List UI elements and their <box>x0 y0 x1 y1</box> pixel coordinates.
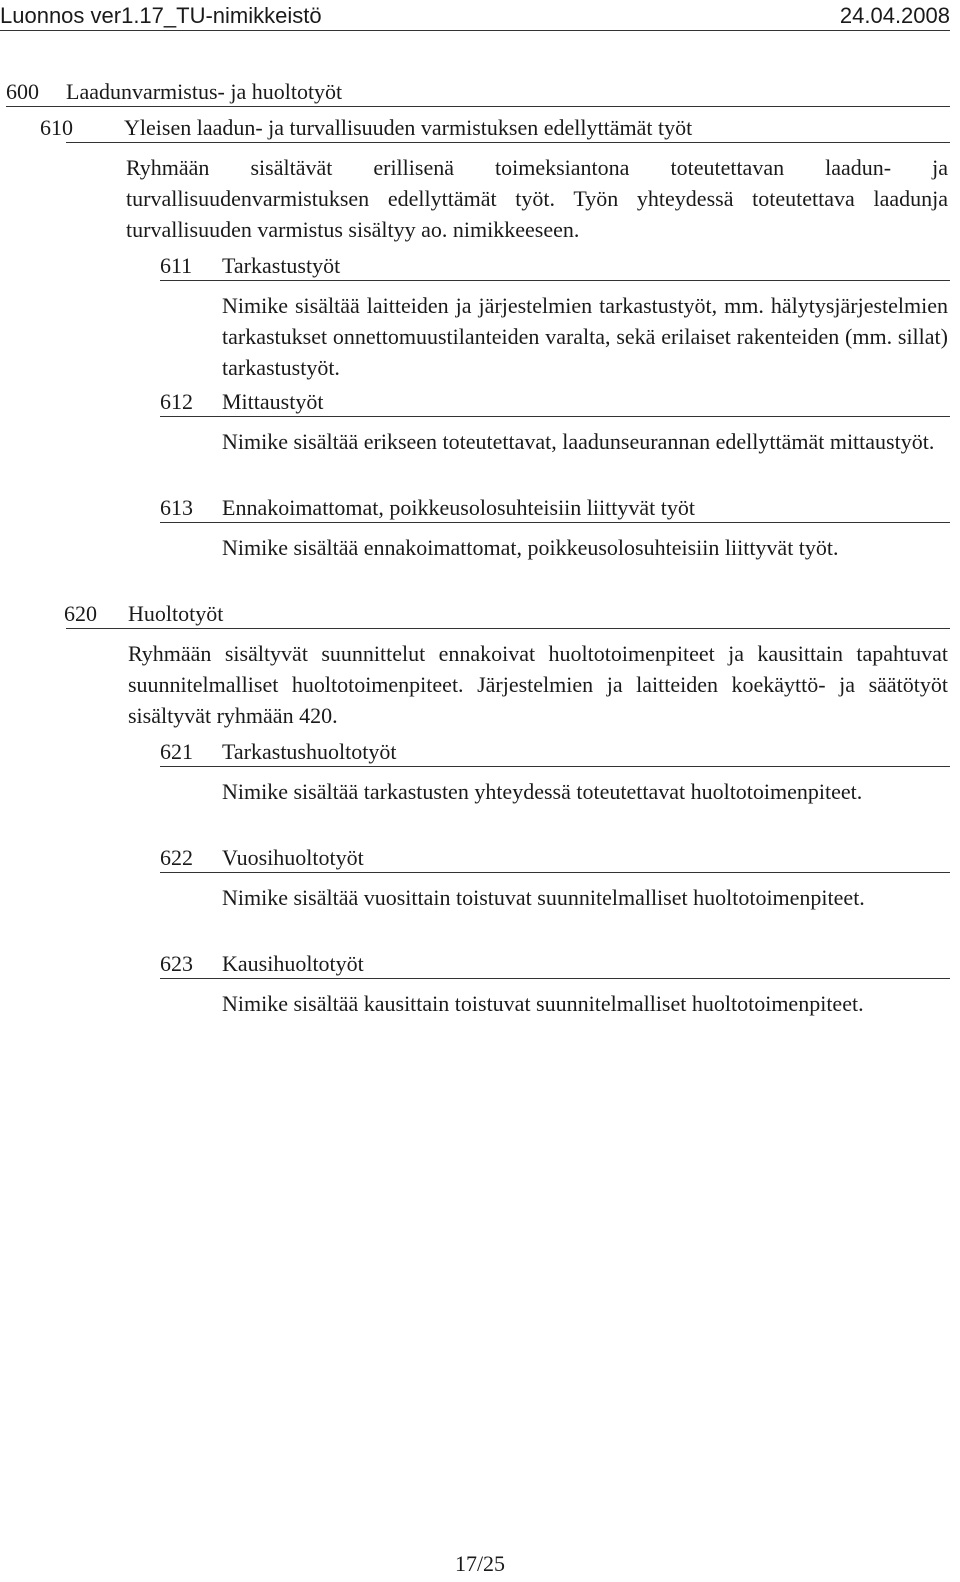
heading-622 <box>160 844 950 873</box>
section-623-description: Nimike sisältää kausittain toistuvat suunnitelmalliset huoltotoimenpiteet. <box>222 991 864 1016</box>
section-621-description: Nimike sisältää tarkastusten yhteydessä toteutettavat huoltotoimenpiteet. <box>222 779 863 804</box>
page-header <box>0 2 950 31</box>
section-610-description: Ryhmään sisältävät erillisenä toimeksiantona toteutettavan laadun- ja turvallisuudenvarmistuksen edellyttämät työt. Työn yhteydessä toteutettava laadunja turvallisuuden varmistus sisältyy ao. nimikkeeseen. <box>126 155 948 242</box>
heading-number: 611 <box>160 253 193 278</box>
heading-title: Vuosihuoltotyöt <box>222 845 364 870</box>
heading-number: 621 <box>160 739 193 764</box>
heading-number: 620 <box>64 601 97 626</box>
heading-613 <box>160 494 950 523</box>
heading-number: 622 <box>160 845 193 870</box>
heading-611 <box>160 252 950 281</box>
heading-621 <box>160 738 950 767</box>
heading-title: Laadunvarmistus- ja huoltotyöt <box>66 79 343 104</box>
page-number: 17/25 <box>454 1551 506 1576</box>
section-611-description: Nimike sisältää laitteiden ja järjestelmien tarkastustyöt, mm. hälytysjärjestelmien tarkastukset onnettomuustilanteiden varalta, sekä erilaiset rakenteiden (mm. sillat) tarkastustyöt. <box>222 293 948 380</box>
section-620-description: Ryhmään sisältyvät suunnittelut ennakoivat huoltotoimenpiteet ja kausittain tapahtuvat suunnitelmalliset huoltotoimenpiteet. Järjestelmien ja laitteiden koekäyttö- ja säätötyöt sisältyvät ryhmään 420. <box>128 641 948 728</box>
heading-620 <box>66 600 950 629</box>
heading-number: 613 <box>160 495 193 520</box>
heading-title: Tarkastustyöt <box>222 253 341 278</box>
section-612-description: Nimike sisältää erikseen toteutettavat, laadunseurannan edellyttämät mittaustyöt. <box>222 429 935 454</box>
section-622-description: Nimike sisältää vuosittain toistuvat suunnitelmalliset huoltotoimenpiteet. <box>222 885 865 910</box>
heading-title: Mittaustyöt <box>222 389 324 414</box>
heading-number: 610 <box>40 115 73 140</box>
heading-title: Yleisen laadun- ja turvallisuuden varmistuksen edellyttämät työt <box>124 115 693 140</box>
heading-610 <box>40 114 950 143</box>
document-date: 24.04.2008 <box>839 3 950 28</box>
section-613-description: Nimike sisältää ennakoimattomat, poikkeusolosuhteisiin liittyvät työt. <box>222 535 839 560</box>
heading-title: Kausihuoltotyöt <box>222 951 364 976</box>
heading-number: 623 <box>160 951 193 976</box>
heading-title: Tarkastushuoltotyöt <box>222 739 397 764</box>
document-title: Luonnos ver1.17_TU-nimikkeistö <box>0 3 322 28</box>
heading-number: 612 <box>160 389 193 414</box>
heading-600 <box>6 78 950 107</box>
heading-title: Huoltotyöt <box>128 601 224 626</box>
heading-number: 600 <box>6 79 39 104</box>
heading-623 <box>160 950 950 979</box>
heading-title: Ennakoimattomat, poikkeusolosuhteisiin liittyvät työt <box>222 495 695 520</box>
heading-612 <box>160 388 950 417</box>
